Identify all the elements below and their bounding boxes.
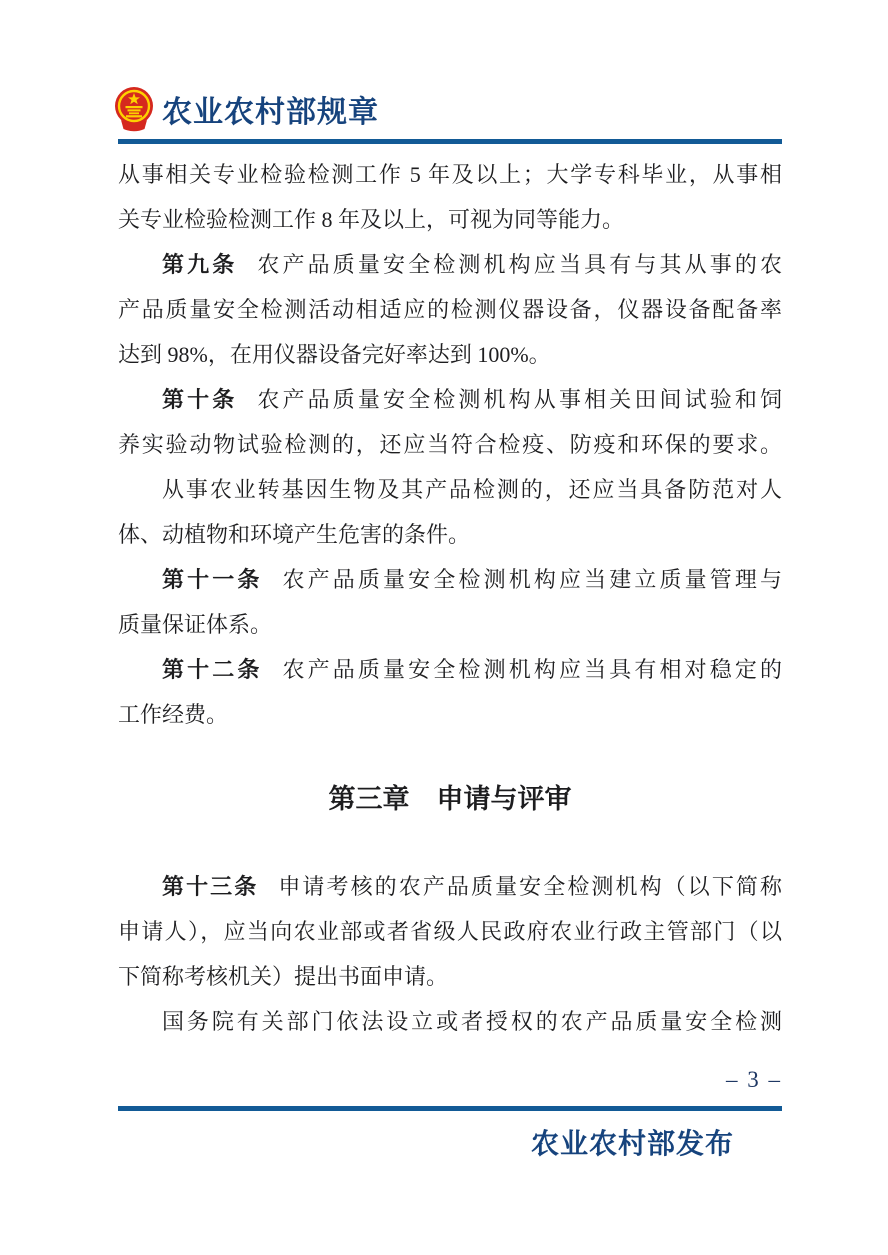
text-line: 申请人），应当向农业部或者省级人民政府农业行政主管部门（以 (118, 919, 782, 944)
document-body (118, 152, 782, 1044)
chapter-heading: 第三章 申请与评审 (328, 784, 572, 814)
text-line: 体、动植物和环境产生危害的条件。 (118, 522, 471, 547)
text-line: 从事相关专业检验检测工作 5 年及以上；大学专科毕业，从事相 (118, 162, 782, 187)
article-number: 第九条 (162, 252, 238, 277)
page-header (113, 85, 888, 133)
text-line: 第十三条 申请考核的农产品质量安全检测机构（以下简称 (162, 874, 782, 899)
footer-publisher: 农业农村部发布 (530, 1128, 734, 1159)
page-number: – 3 – (726, 1067, 782, 1092)
text-line: 达到 98%，在用仪器设备完好率达到 100%。 (118, 342, 551, 367)
text-line: 关专业检验检测工作 8 年及以上，可视为同等能力。 (118, 207, 625, 232)
article-number: 第十二条 (162, 657, 263, 682)
text-line: 质量保证体系。 (118, 612, 273, 637)
footer-rule (118, 1106, 782, 1111)
text-line: 第十条 农产品质量安全检测机构从事相关田间试验和饲 (162, 387, 782, 412)
header-rule (118, 139, 782, 144)
text-line: 下简称考核机关）提出书面申请。 (118, 964, 449, 989)
text-line: 工作经费。 (118, 702, 229, 727)
article-number: 第十条 (162, 387, 238, 412)
text-line: 养实验动物试验检测的，还应当符合检疫、防疫和环保的要求。 (118, 432, 782, 457)
article-number: 第十三条 (162, 874, 259, 899)
article-number: 第十一条 (162, 567, 263, 592)
text-line: 第十二条 农产品质量安全检测机构应当具有相对稳定的 (162, 657, 782, 682)
text-line: 国务院有关部门依法设立或者授权的农产品质量安全检测 (162, 1009, 782, 1034)
page-header-title: 农业农村部规章 (162, 96, 379, 129)
text-line: 第十一条 农产品质量安全检测机构应当建立质量管理与 (162, 567, 782, 592)
text-line: 从事农业转基因生物及其产品检测的，还应当具备防范对人 (162, 477, 782, 502)
text-line: 第九条 农产品质量安全检测机构应当具有与其从事的农 (162, 252, 782, 277)
china-national-emblem-icon (113, 86, 155, 132)
text-line: 产品质量安全检测活动相适应的检测仪器设备，仪器设备配备率 (118, 297, 782, 322)
